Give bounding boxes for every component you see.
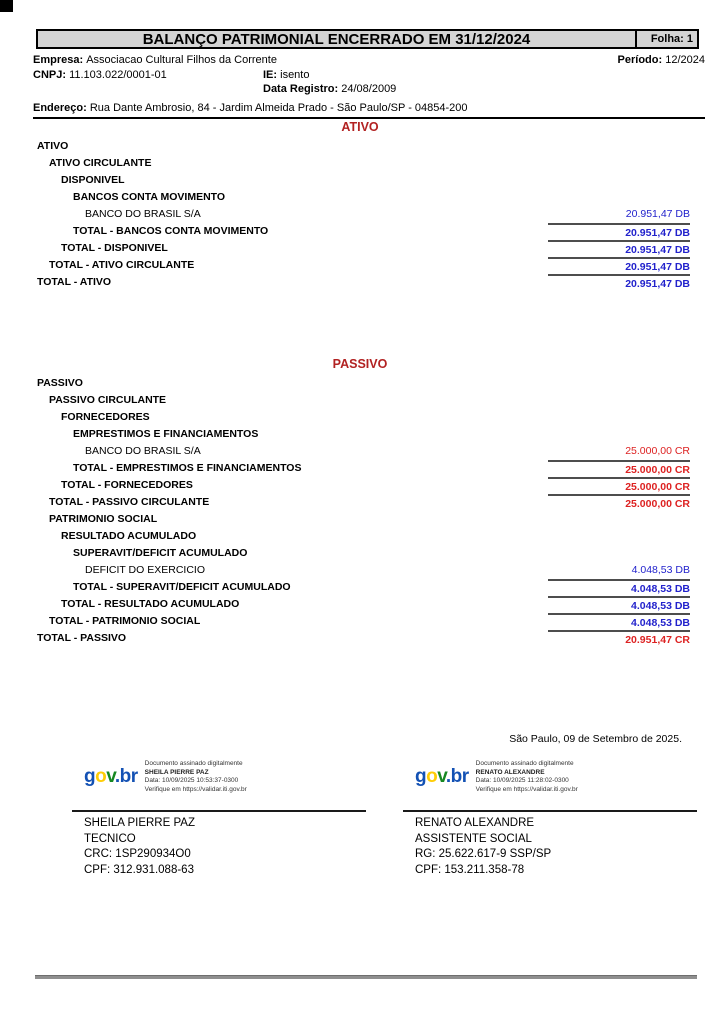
account-label: TOTAL - EMPRESTIMOS E FINANCIAMENTOS: [73, 462, 302, 474]
account-label: BANCOS CONTA MOVIMENTO: [73, 191, 226, 203]
govbr-stamp: [72, 752, 366, 802]
account-row: [30, 274, 690, 291]
signer-line: RENATO ALEXANDRE: [415, 817, 535, 829]
account-row: [30, 409, 690, 426]
ie-value: isento: [280, 68, 310, 81]
account-value: 4.048,53 DB: [548, 613, 690, 630]
empresa-label: Empresa: Associacao Cultural Filhos da Corrente: [33, 54, 277, 66]
signature-column-left: [72, 752, 366, 878]
account-row: [30, 545, 690, 562]
sheet-number: Folha: 1: [635, 29, 699, 49]
account-row: [30, 392, 690, 409]
account-value: 4.048,53 DB: [548, 596, 690, 613]
signer-block: [403, 812, 697, 878]
signer-line: RG: 25.622.617-9 SSP/SP: [415, 848, 552, 860]
signer-line: CPF: 312.931.088-63: [84, 863, 194, 876]
periodo-value: 12/2024: [665, 54, 705, 66]
account-row: [30, 562, 690, 579]
account-value: [548, 155, 690, 172]
account-label: TOTAL - RESULTADO ACUMULADO: [61, 598, 240, 610]
account-label: TOTAL - PASSIVO: [37, 632, 127, 644]
account-label: BANCO DO BRASIL S/A: [85, 208, 201, 220]
data-registro-row: [33, 82, 705, 97]
account-row: [30, 477, 690, 494]
account-rows: [0, 375, 720, 647]
account-row: [30, 596, 690, 613]
account-label: BANCO DO BRASIL S/A: [85, 445, 201, 457]
cnpj-row: [33, 68, 705, 83]
stamp-text: [145, 760, 247, 794]
account-label: DEFICIT DO EXERCICIO: [85, 564, 205, 576]
account-value: 20.951,47 DB: [548, 274, 690, 291]
account-row: [30, 630, 690, 647]
govbr-stamp: [403, 752, 697, 802]
account-label: TOTAL - PASSIVO CIRCULANTE: [49, 496, 210, 508]
account-row: [30, 223, 690, 240]
account-row: [30, 206, 690, 223]
signer-line: TECNICO: [84, 832, 136, 845]
account-label: TOTAL - BANCOS CONTA MOVIMENTO: [73, 225, 269, 237]
stamp-line1: Documento assinado digitalmente: [475, 760, 574, 767]
account-label: FORNECEDORES: [61, 411, 150, 423]
account-value: 25.000,00 CR: [548, 460, 690, 477]
account-value: [548, 138, 690, 155]
empresa-value: Associacao Cultural Filhos da Corrente: [86, 54, 277, 66]
account-row: [30, 528, 690, 545]
account-row: [30, 511, 690, 528]
account-row: [30, 613, 690, 630]
account-row: [30, 138, 690, 155]
stamp-signer-name: SHEILA PIERRE PAZ: [144, 768, 209, 776]
spacer: [277, 53, 618, 68]
endereco-row: Endereço: Rua Dante Ambrosio, 84 - Jardim Almeida Prado - São Paulo/SP - 04854-200: [33, 101, 705, 120]
periodo: Período: 12/2024: [617, 54, 705, 66]
account-value: 20.951,47 CR: [548, 630, 690, 647]
document-header: [36, 29, 699, 49]
page-title: BALANÇO PATRIMONIAL ENCERRADO EM 31/12/2024: [36, 29, 637, 49]
account-label: ATIVO: [37, 140, 69, 152]
account-value: [548, 409, 690, 426]
account-value: 25.000,00 CR: [548, 494, 690, 511]
account-value: 25.000,00 CR: [625, 445, 690, 457]
account-label: EMPRESTIMOS E FINANCIAMENTOS: [73, 428, 259, 440]
account-label: TOTAL - ATIVO: [37, 276, 112, 288]
account-label: PATRIMONIO SOCIAL: [49, 513, 158, 525]
date-line: São Paulo, 09 de Setembro de 2025.: [509, 733, 682, 745]
account-row: [30, 443, 690, 460]
govbr-logo-icon: gov.br: [84, 766, 138, 787]
govbr-logo-icon: gov.br: [415, 766, 469, 787]
account-label: SUPERAVIT/DEFICIT ACUMULADO: [73, 547, 248, 559]
empresa-row: [33, 53, 705, 68]
account-value: 20.951,47 DB: [548, 223, 690, 240]
stamp-verify: Verifique em https://validar.iti.gov.br: [144, 785, 247, 793]
account-rows: [0, 138, 720, 291]
account-value: 20.951,47 DB: [548, 257, 690, 274]
section-heading: PASSIVO: [332, 357, 388, 371]
account-row: [30, 494, 690, 511]
signature-column-right: [403, 752, 697, 878]
signature-area: [72, 752, 697, 878]
data-registro-value: 24/08/2009: [341, 83, 397, 95]
stamp-line1: Documento assinado digitalmente: [144, 760, 243, 767]
account-label: PASSIVO: [37, 377, 83, 389]
signer-line: CRC: 1SP290934O0: [84, 848, 191, 860]
account-value: [548, 375, 690, 392]
account-row: [30, 155, 690, 172]
stamp-date: Data: 10/09/2025 11:28:02-0300: [475, 777, 569, 784]
section-passivo: [0, 357, 720, 647]
account-row: [30, 579, 690, 596]
stamp-signer-name: RENATO ALEXANDRE: [475, 768, 545, 776]
account-row: [30, 257, 690, 274]
account-label: TOTAL - PATRIMONIO SOCIAL: [49, 615, 201, 627]
endereco-value: Rua Dante Ambrosio, 84 - Jardim Almeida Prado - São Paulo/SP - 04854-200: [89, 101, 468, 114]
signer-block: [72, 812, 366, 878]
account-value: 25.000,00 CR: [548, 477, 690, 494]
account-label: RESULTADO ACUMULADO: [61, 530, 197, 542]
signer-line: ASSISTENTE SOCIAL: [415, 832, 532, 845]
account-label: TOTAL - DISPONIVEL: [61, 242, 168, 254]
cnpj-value: 11.103.022/0001-01: [69, 68, 167, 81]
account-label: ATIVO CIRCULANTE: [49, 157, 152, 169]
bottom-rule: [35, 975, 697, 979]
account-value: [548, 426, 690, 443]
account-value: 4.048,53 DB: [548, 579, 690, 596]
spacer: [33, 82, 263, 97]
account-row: [30, 460, 690, 477]
company-info: [33, 53, 705, 119]
account-value: 20.951,47 DB: [625, 208, 690, 220]
section-ativo: [0, 120, 720, 291]
ie: IE: isento: [263, 68, 310, 81]
cnpj: CNPJ: 11.103.022/0001-01: [33, 68, 167, 81]
corner-mark: [0, 0, 13, 12]
account-label: PASSIVO CIRCULANTE: [49, 394, 167, 406]
account-value: [548, 172, 690, 189]
account-label: TOTAL - ATIVO CIRCULANTE: [49, 259, 195, 271]
data-registro: Data Registro: 24/08/2009: [263, 83, 397, 95]
account-row: [30, 172, 690, 189]
account-value: 4.048,53 DB: [631, 564, 690, 576]
account-value: [548, 545, 690, 562]
signer-line: SHEILA PIERRE PAZ: [84, 817, 195, 829]
account-value: 20.951,47 DB: [548, 240, 690, 257]
account-label: DISPONIVEL: [61, 174, 125, 186]
stamp-date: Data: 10/09/2025 10:53:37-0300: [144, 777, 239, 784]
account-row: [30, 375, 690, 392]
account-value: [548, 189, 690, 206]
account-row: [30, 240, 690, 257]
signer-line: CPF: 153.211.358-78: [415, 863, 525, 876]
account-label: TOTAL - SUPERAVIT/DEFICIT ACUMULADO: [73, 581, 291, 593]
stamp-text: [476, 760, 578, 794]
account-label: TOTAL - FORNECEDORES: [61, 479, 193, 491]
account-value: [548, 528, 690, 545]
account-row: [30, 189, 690, 206]
account-value: [548, 392, 690, 409]
stamp-verify: Verifique em https://validar.iti.gov.br: [475, 785, 578, 793]
account-value: [548, 511, 690, 528]
account-row: [30, 426, 690, 443]
section-heading: ATIVO: [341, 120, 379, 134]
